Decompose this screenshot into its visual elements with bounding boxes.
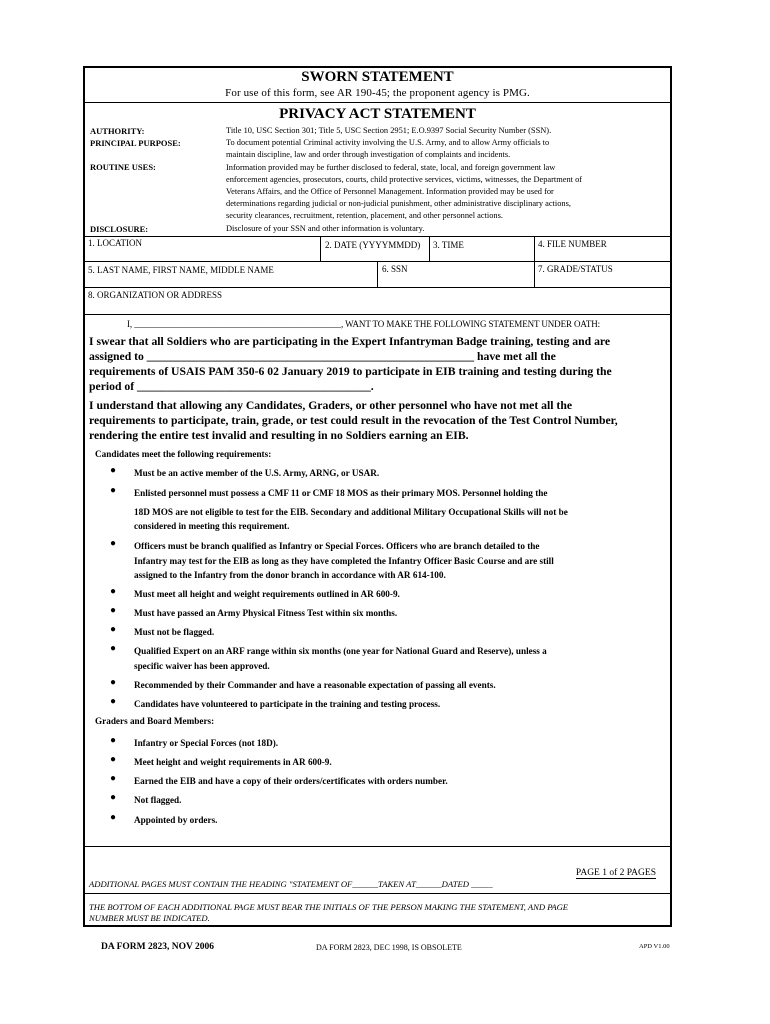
- organization-field[interactable]: 8. ORGANIZATION OR ADDRESS: [88, 290, 223, 300]
- routine-uses-line: determinations regarding judicial or non-judicial punishment, other administrative disciplinary actions,: [226, 199, 571, 208]
- authority-text: Title 10, USC Section 301; Title 5, USC Section 2951; E.O.9397 Social Security Number (SSN).: [226, 126, 552, 135]
- bullet-icon: ●: [110, 773, 117, 784]
- divider: [85, 314, 670, 315]
- graders-heading: Graders and Board Members:: [95, 716, 215, 726]
- statement-line: period of ________________________________________.: [89, 380, 374, 393]
- location-field[interactable]: 1. LOCATION: [88, 238, 142, 248]
- routine-uses-line: security clearances, recruitment, retention, placement, and other personnel actions.: [226, 211, 503, 220]
- purpose-text-line: To document potential Criminal activity involving the U.S. Army, and to allow Army officials to: [226, 138, 550, 147]
- form-title: SWORN STATEMENT: [301, 69, 454, 85]
- disclosure-label: DISCLOSURE:: [90, 224, 149, 234]
- bullet-icon: ●: [110, 586, 117, 597]
- file-number-field[interactable]: 4. FILE NUMBER: [538, 239, 607, 249]
- bullet-icon: ●: [110, 538, 117, 549]
- list-item: Appointed by orders.: [134, 815, 218, 825]
- form-subtitle: For use of this form, see AR 190-45; the proponent agency is PMG.: [225, 87, 530, 99]
- disclosure-text: Disclosure of your SSN and other information is voluntary.: [226, 224, 425, 233]
- divider: [85, 102, 670, 103]
- list-item: specific waiver has been approved.: [134, 661, 270, 671]
- list-item: Meet height and weight requirements in AR 600-9.: [134, 757, 332, 767]
- list-item: Must have passed an Army Physical Fitness Test within six months.: [134, 608, 398, 618]
- list-item: considered in meeting this requirement.: [134, 521, 290, 531]
- authority-label: AUTHORITY:: [90, 126, 145, 136]
- bullet-icon: ●: [110, 485, 117, 496]
- list-item: Earned the EIB and have a copy of their orders/certificates with orders number.: [134, 776, 448, 786]
- list-item: Not flagged.: [134, 795, 182, 805]
- statement-line: rendering the entire test invalid and resulting in no Soldiers earning an EIB.: [89, 429, 469, 442]
- bullet-icon: ●: [110, 735, 117, 746]
- list-item: Must meet all height and weight requirements outlined in AR 600-9.: [134, 589, 400, 599]
- list-item: Must be an active member of the U.S. Army, ARNG, or USAR.: [134, 468, 380, 478]
- divider: [85, 236, 670, 237]
- ssn-field[interactable]: 6. SSN: [382, 264, 408, 274]
- purpose-label: PRINCIPAL PURPOSE:: [90, 138, 181, 148]
- list-item: Officers must be branch qualified as Infantry or Special Forces. Officers who are branch detailed to the: [134, 541, 540, 551]
- bullet-icon: ●: [110, 792, 117, 803]
- routine-uses-line: Veterans Affairs, and the Office of Personnel Management. Information provided may be used for: [226, 187, 554, 196]
- bullet-icon: ●: [110, 465, 117, 476]
- name-field[interactable]: 5. LAST NAME, FIRST NAME, MIDDLE NAME: [88, 265, 274, 275]
- list-item: 18D MOS are not eligible to test for the EIB. Secondary and additional Military Occupational Skills will not be: [134, 507, 568, 517]
- list-item: Qualified Expert on an ARF range within six months (one year for National Guard and Reserve), unless a: [134, 646, 547, 656]
- divider: [85, 846, 670, 847]
- privacy-act-title: PRIVACY ACT STATEMENT: [279, 106, 476, 122]
- sworn-statement-form: [83, 66, 672, 927]
- divider: [85, 893, 670, 894]
- list-item: assigned to the Infantry from the donor branch in accordance with AR 614-100.: [134, 570, 446, 580]
- bullet-icon: ●: [110, 754, 117, 765]
- time-field[interactable]: 3. TIME: [433, 240, 464, 250]
- divider: [85, 287, 670, 288]
- initials-note-line: NUMBER MUST BE INDICATED.: [89, 913, 210, 923]
- bullet-icon: ●: [110, 624, 117, 635]
- page-count: PAGE 1 of 2 PAGES: [575, 868, 656, 878]
- statement-line: requirements of USAIS PAM 350-6 02 January 2019 to participate in EIB training and testing during the: [89, 365, 612, 378]
- statement-line: I understand that allowing any Candidates, Graders, or other personnel who have not met all the: [89, 399, 573, 412]
- statement-line: requirements to participate, train, grade, or test could result in the revocation of the Test Control Number,: [89, 414, 618, 427]
- initials-note-line: THE BOTTOM OF EACH ADDITIONAL PAGE MUST BEAR THE INITIALS OF THE PERSON MAKING THE STATEMENT, AND PAGE: [89, 902, 569, 912]
- additional-pages-note: ADDITIONAL PAGES MUST CONTAIN THE HEADING "STATEMENT OF______TAKEN AT______DATED _____: [89, 879, 493, 889]
- oath-line[interactable]: I, _______________________________________________, WANT TO MAKE THE FOLLOWING STATEMENT UNDER OATH:: [127, 319, 601, 329]
- obsolete-note: DA FORM 2823, DEC 1998, IS OBSOLETE: [316, 943, 462, 952]
- list-item: Candidates have volunteered to participate in the training and testing process.: [134, 699, 441, 709]
- bullet-icon: ●: [110, 812, 117, 823]
- bullet-icon: ●: [110, 696, 117, 707]
- date-field[interactable]: 2. DATE (YYYYMMDD): [325, 240, 421, 250]
- apd-version: APD V1.00: [639, 943, 670, 950]
- list-item: Must not be flagged.: [134, 627, 215, 637]
- list-item: Infantry may test for the EIB as long as they have completed the Infantry Officer Basic Course and are still: [134, 556, 554, 566]
- purpose-text-line: maintain discipline, law and order through investigation of complaints and incidents.: [226, 150, 511, 159]
- routine-uses-label: ROUTINE USES:: [90, 162, 156, 172]
- list-item: Enlisted personnel must possess a CMF 11 or CMF 18 MOS as their primary MOS. Personnel holding the: [134, 488, 548, 498]
- bullet-icon: ●: [110, 605, 117, 616]
- list-item: Infantry or Special Forces (not 18D).: [134, 738, 279, 748]
- divider: [320, 236, 321, 261]
- list-item: Recommended by their Commander and have a reasonable expectation of passing all events.: [134, 680, 496, 690]
- routine-uses-line: enforcement agencies, prosecutors, courts, child protective services, victims, witnesses, the Department of: [226, 175, 583, 184]
- divider: [377, 261, 378, 287]
- routine-uses-line: Information provided may be further disclosed to federal, state, local, and foreign government law: [226, 163, 556, 172]
- statement-line: assigned to ________________________________________________________ have met all the: [89, 350, 556, 363]
- bullet-icon: ●: [110, 643, 117, 654]
- bullet-icon: ●: [110, 677, 117, 688]
- statement-line: I swear that all Soldiers who are participating in the Expert Infantryman Badge training, testing and are: [89, 335, 611, 348]
- candidates-heading: Candidates meet the following requirements:: [95, 449, 272, 459]
- form-id: DA FORM 2823, NOV 2006: [101, 942, 215, 952]
- divider: [429, 236, 430, 261]
- grade-status-field[interactable]: 7. GRADE/STATUS: [538, 264, 613, 274]
